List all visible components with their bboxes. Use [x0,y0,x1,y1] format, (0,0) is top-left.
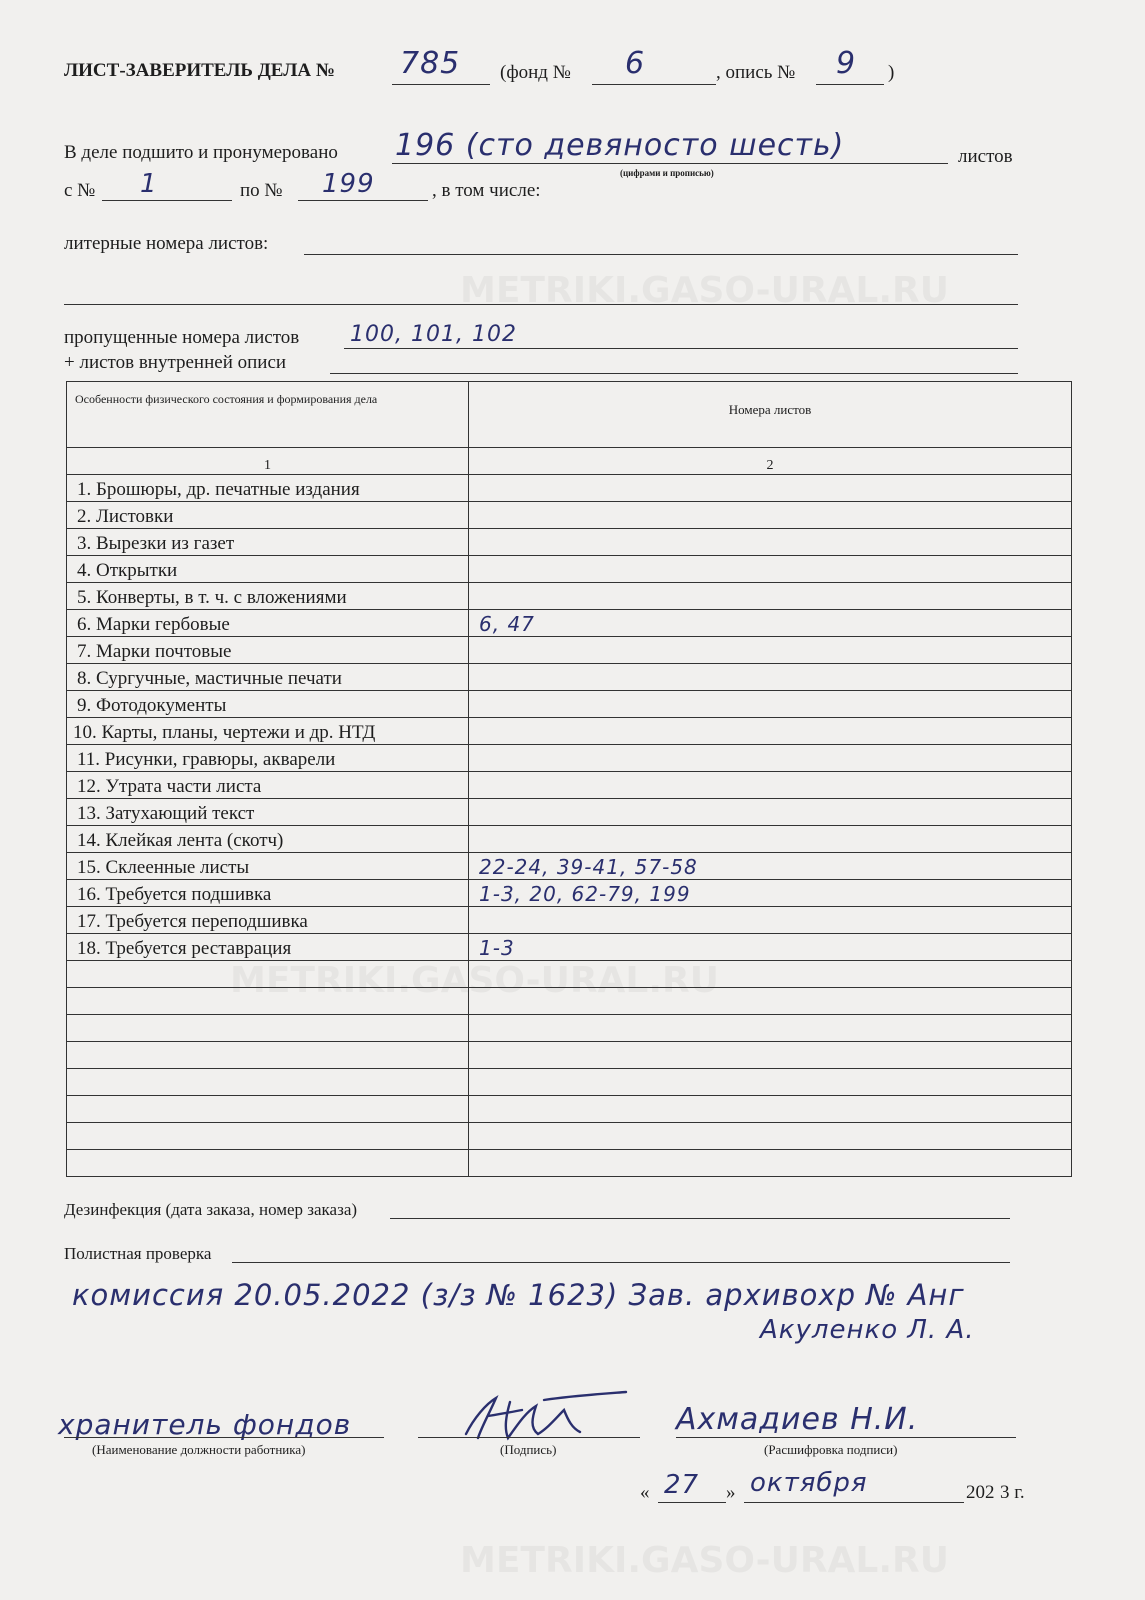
fond-number: 6 [625,46,646,81]
empty-cell [67,1015,469,1042]
date-year-prefix: 202 [966,1482,995,1503]
empty-cell [469,1096,1072,1123]
date-day: 27 [664,1470,700,1500]
row-label: 11. Рисунки, гравюры, акварели [67,745,469,772]
letter-numbers-label: литерные номера листов: [64,233,269,254]
row-label: 18. Требуется реставрация [67,934,469,961]
to-label: по № [240,180,283,201]
empty-cell [67,988,469,1015]
opis-label: , опись № [716,62,796,83]
watermark [460,1540,949,1581]
row-value [469,718,1072,745]
row-value [469,475,1072,502]
col1-header: Особенности физического состояния и формирования дела [67,382,469,448]
including-label: , в том числе: [432,180,541,201]
date-close-quote: » [726,1482,736,1503]
row-value [469,907,1072,934]
row-label: 3. Вырезки из газет [67,529,469,556]
empty-cell [469,1150,1072,1177]
close-paren: ) [888,62,895,83]
from-value: 1 [140,169,158,199]
empty-cell [67,1042,469,1069]
row-value [469,529,1072,556]
position-caption: (Наименование должности работника) [92,1442,306,1457]
col2-header: Номера листов [469,382,1072,448]
skipped-value: 100, 101, 102 [350,322,517,347]
name-value: Ахмадиев Н.И. [676,1402,919,1437]
row-value [469,745,1072,772]
skipped-label: пропущенные номера листов [64,327,300,348]
row-value: 1-3 [469,934,1072,961]
row-value [469,502,1072,529]
check-line-2: Акуленко Л. А. [760,1315,975,1345]
document-title: ЛИСТ-ЗАВЕРИТЕЛЬ ДЕЛА № [64,60,335,81]
empty-cell [469,988,1072,1015]
empty-cell [67,1069,469,1096]
sewn-unit: листов [958,146,1013,167]
from-label: с № [64,180,96,201]
row-label: 16. Требуется подшивка [67,880,469,907]
empty-cell [469,1123,1072,1150]
row-value [469,772,1072,799]
opis-number: 9 [836,46,857,81]
signature-image [460,1388,630,1444]
row-value [469,556,1072,583]
row-label: 13. Затухающий текст [67,799,469,826]
row-label: 10. Карты, планы, чертежи и др. НТД [67,718,469,745]
signature-caption: (Подпись) [500,1442,557,1457]
inner-inventory-label: + листов внутренней описи [64,352,287,373]
empty-cell [469,1015,1072,1042]
check-label: Полистная проверка [64,1244,212,1263]
row-value [469,583,1072,610]
row-value [469,664,1072,691]
sewn-caption: (цифрами и прописью) [620,168,714,178]
row-value: 22-24, 39-41, 57-58 [469,853,1072,880]
name-caption: (Расшифровка подписи) [764,1442,898,1457]
physical-condition-table [66,381,1072,1177]
check-line-1: комиссия 20.05.2022 (з/з № 1623) Зав. архивохр № Анг [72,1278,965,1312]
sewn-label: В деле подшито и пронумеровано [64,142,338,163]
row-label: 2. Листовки [67,502,469,529]
date-year-suffix: 3 г. [1000,1482,1025,1503]
sewn-value: 196 (сто девяносто шесть) [395,128,845,163]
disinfection-label: Дезинфекция (дата заказа, номер заказа) [64,1200,358,1219]
row-label: 8. Сургучные, мастичные печати [67,664,469,691]
row-value [469,799,1072,826]
row-label: 9. Фотодокументы [67,691,469,718]
date-month: октября [750,1468,868,1498]
col1-number: 1 [67,448,469,475]
row-label: 15. Склеенные листы [67,853,469,880]
row-label: 7. Марки почтовые [67,637,469,664]
row-value [469,691,1072,718]
row-value: 1-3, 20, 62-79, 199 [469,880,1072,907]
row-label: 12. Утрата части листа [67,772,469,799]
col2-number: 2 [469,448,1072,475]
row-value [469,826,1072,853]
empty-cell [469,1069,1072,1096]
empty-cell [67,1123,469,1150]
row-label: 4. Открытки [67,556,469,583]
row-label: 14. Клейкая лента (скотч) [67,826,469,853]
row-label: 6. Марки гербовые [67,610,469,637]
fond-label: (фонд № [500,62,571,83]
empty-cell [67,1096,469,1123]
date-open-quote: « [640,1482,650,1503]
row-label: 17. Требуется переподшивка [67,907,469,934]
empty-cell [469,961,1072,988]
row-label: 1. Брошюры, др. печатные издания [67,475,469,502]
row-label: 5. Конверты, в т. ч. с вложениями [67,583,469,610]
case-number: 785 [400,46,461,81]
row-value: 6, 47 [469,610,1072,637]
row-value [469,637,1072,664]
empty-cell [67,961,469,988]
position-value: хранитель фондов [58,1408,352,1441]
to-value: 199 [322,169,375,199]
empty-cell [67,1150,469,1177]
empty-cell [469,1042,1072,1069]
